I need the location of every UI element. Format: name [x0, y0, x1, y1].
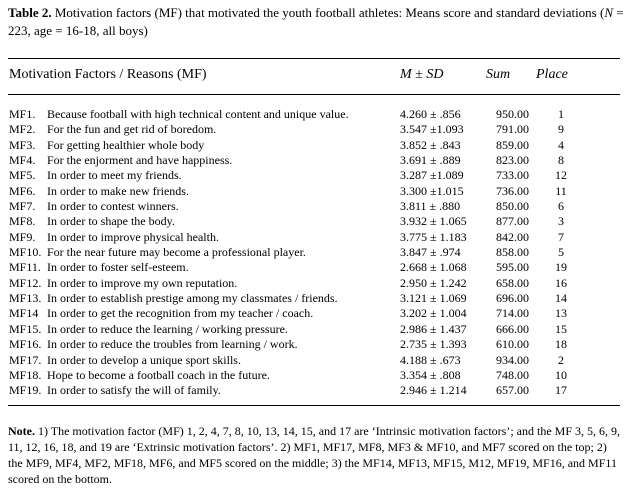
cell-sum: 950.00 — [496, 107, 529, 121]
cell-reason: In order to foster self-esteem. — [47, 260, 189, 275]
cell-code: MF15. — [9, 321, 42, 336]
table-row — [0, 322, 632, 337]
cell-place: 6 — [558, 199, 564, 214]
table-row — [0, 138, 632, 153]
cell-mean-sd: 3.852 ± .843 — [400, 137, 461, 152]
cell-mean-sd: 3.811 ± .880 — [400, 199, 461, 214]
table-row — [0, 306, 632, 321]
cell-reason: In order to improve physical health. — [47, 229, 219, 244]
caption-label: Table 2. — [8, 5, 52, 20]
cell-code: MF19. — [9, 383, 42, 398]
cell-sum: 791.00 — [496, 122, 529, 137]
table-bottom-rule — [8, 405, 620, 406]
cell-reason: In order to establish prestige among my classmates / friends. — [47, 291, 338, 306]
cell-code: MF12. — [9, 275, 42, 290]
cell-place: 16 — [555, 275, 567, 290]
cell-reason: For the fun and get rid of boredom. — [47, 122, 217, 137]
cell-code: MF17. — [9, 352, 42, 367]
caption-n-symbol: N — [604, 5, 613, 20]
cell-reason: Because football with high technical content and unique value. — [47, 107, 349, 121]
cell-place: 1 — [558, 107, 564, 121]
caption-text-before: Motivation factors (MF) that motivated the youth football athletes: Means score and standard deviations ( — [51, 5, 605, 20]
table-row — [0, 245, 632, 260]
cell-code: MF8. — [9, 214, 36, 229]
cell-place: 11 — [555, 183, 567, 198]
cell-sum: 859.00 — [496, 137, 529, 152]
cell-sum: 858.00 — [496, 245, 529, 260]
cell-reason: In order to make new friends. — [47, 183, 189, 198]
cell-reason: In order to improve my own reputation. — [47, 275, 238, 290]
cell-code: MF7. — [9, 199, 36, 214]
cell-place: 12 — [555, 168, 567, 183]
table-note — [8, 423, 624, 487]
cell-code: MF6. — [9, 183, 36, 198]
cell-reason: In order to contest winners. — [47, 199, 179, 214]
cell-sum: 823.00 — [496, 153, 529, 168]
table-row — [0, 184, 632, 199]
cell-mean-sd: 3.691 ± .889 — [400, 153, 461, 168]
cell-reason: In order to get the recognition from my teacher / coach. — [47, 306, 314, 321]
cell-code: MF13. — [9, 291, 42, 306]
cell-place: 19 — [555, 260, 567, 275]
cell-mean-sd: 2.946 ± 1.214 — [400, 383, 467, 398]
header-sum: Sum — [486, 67, 511, 82]
cell-reason: In order to reduce the troubles from learning / work. — [47, 337, 298, 352]
table-body — [0, 107, 632, 399]
cell-code: MF5. — [9, 168, 36, 183]
cell-mean-sd: 3.121 ± 1.069 — [400, 291, 467, 306]
cell-mean-sd: 2.735 ± 1.393 — [400, 337, 467, 352]
cell-place: 7 — [558, 229, 564, 244]
cell-code: MF10. — [9, 245, 42, 260]
table-row — [0, 368, 632, 383]
cell-sum: 666.00 — [496, 321, 529, 336]
cell-sum: 877.00 — [496, 214, 529, 229]
cell-sum: 696.00 — [496, 291, 529, 306]
cell-code: MF16. — [9, 337, 42, 352]
table-row — [0, 153, 632, 168]
table-row — [0, 107, 632, 122]
cell-mean-sd: 3.354 ± .808 — [400, 367, 461, 382]
cell-code: MF14 — [9, 306, 39, 321]
cell-mean-sd: 2.950 ± 1.242 — [400, 275, 467, 290]
cell-code: MF3. — [9, 137, 36, 152]
cell-reason: For the near future may become a professional player. — [47, 245, 306, 260]
table-row — [0, 214, 632, 229]
cell-place: 4 — [558, 137, 564, 152]
cell-code: MF9. — [9, 229, 36, 244]
header-factor: Motivation Factors / Reasons (MF) — [9, 67, 207, 82]
cell-reason: In order to satisfy the will of family. — [47, 383, 221, 398]
table-caption — [8, 4, 624, 40]
table-row — [0, 276, 632, 291]
table-row — [0, 260, 632, 275]
cell-sum: 850.00 — [496, 199, 529, 214]
cell-mean-sd: 3.547 ±1.093 — [400, 122, 464, 137]
cell-place: 8 — [558, 153, 564, 168]
cell-place: 18 — [555, 337, 567, 352]
cell-reason: For the enjorment and have happiness. — [47, 153, 233, 168]
cell-sum: 610.00 — [496, 337, 529, 352]
cell-mean-sd: 4.260 ± .856 — [400, 107, 461, 121]
cell-reason: Hope to become a football coach in the future. — [47, 367, 270, 382]
cell-mean-sd: 3.287 ±1.089 — [400, 168, 464, 183]
cell-sum: 714.00 — [496, 306, 529, 321]
cell-place: 17 — [555, 383, 567, 398]
header-mean-sd: M ± SD — [400, 67, 444, 82]
cell-reason: In order to develop a unique sport skills. — [47, 352, 241, 367]
table-row — [0, 199, 632, 214]
cell-place: 14 — [555, 291, 567, 306]
note-text: 1) The motivation factor (MF) 1, 2, 4, 7, 8, 10, 13, 14, 15, and 17 are ‘Intrinsic motivation factors’; and the MF 3, 5, 6, 9, 11, 12, 16, 18, and 19 are ‘Extrinsic motivation factors’. 2) MF1, MF17, MF8, MF3 & MF10, and MF7 scored on the top; 2) the MF9, MF4, MF2, MF18, MF6, and MF5 scored on the middle; 3) the MF14, MF13, MF15, M12, MF19, MF16, and MF11 scored on the bottom. — [8, 424, 621, 486]
table-row — [0, 353, 632, 368]
table-row — [0, 168, 632, 183]
cell-place: 3 — [558, 214, 564, 229]
cell-code: MF2. — [9, 122, 36, 137]
cell-sum: 736.00 — [496, 183, 529, 198]
cell-place: 13 — [555, 306, 567, 321]
table-header-rule — [8, 94, 620, 95]
cell-sum: 842.00 — [496, 229, 529, 244]
cell-place: 15 — [555, 321, 567, 336]
cell-reason: For getting healthier whole body — [47, 137, 205, 152]
cell-mean-sd: 4.188 ± .673 — [400, 352, 461, 367]
cell-place: 5 — [558, 245, 564, 260]
table-top-rule — [8, 58, 620, 59]
cell-sum: 595.00 — [496, 260, 529, 275]
cell-mean-sd: 3.932 ± 1.065 — [400, 214, 467, 229]
table-row — [0, 230, 632, 245]
cell-code: MF1. — [9, 107, 36, 121]
note-label: Note. — [8, 424, 35, 438]
cell-mean-sd: 3.775 ± 1.183 — [400, 229, 467, 244]
caption-text-after: = 223, age = 16-18, all boys) — [8, 5, 624, 38]
cell-code: MF18. — [9, 367, 42, 382]
table-row — [0, 337, 632, 352]
cell-place: 9 — [558, 122, 564, 137]
cell-sum: 657.00 — [496, 383, 529, 398]
header-place: Place — [536, 67, 568, 82]
cell-mean-sd: 3.202 ± 1.004 — [400, 306, 467, 321]
cell-mean-sd: 2.986 ± 1.437 — [400, 321, 467, 336]
table-row — [0, 122, 632, 137]
cell-mean-sd: 3.847 ± .974 — [400, 245, 461, 260]
cell-reason: In order to shape the body. — [47, 214, 175, 229]
cell-reason: In order to meet my friends. — [47, 168, 182, 183]
table-row — [0, 383, 632, 398]
cell-code: MF4. — [9, 153, 36, 168]
cell-sum: 658.00 — [496, 275, 529, 290]
cell-mean-sd: 3.300 ±1.015 — [400, 183, 464, 198]
cell-place: 2 — [558, 352, 564, 367]
cell-mean-sd: 2.668 ± 1.068 — [400, 260, 467, 275]
cell-sum: 733.00 — [496, 168, 529, 183]
cell-reason: In order to reduce the learning / working pressure. — [47, 321, 288, 336]
cell-sum: 748.00 — [496, 367, 529, 382]
table-row — [0, 291, 632, 306]
cell-place: 10 — [555, 367, 567, 382]
cell-sum: 934.00 — [496, 352, 529, 367]
cell-code: MF11. — [9, 260, 41, 275]
